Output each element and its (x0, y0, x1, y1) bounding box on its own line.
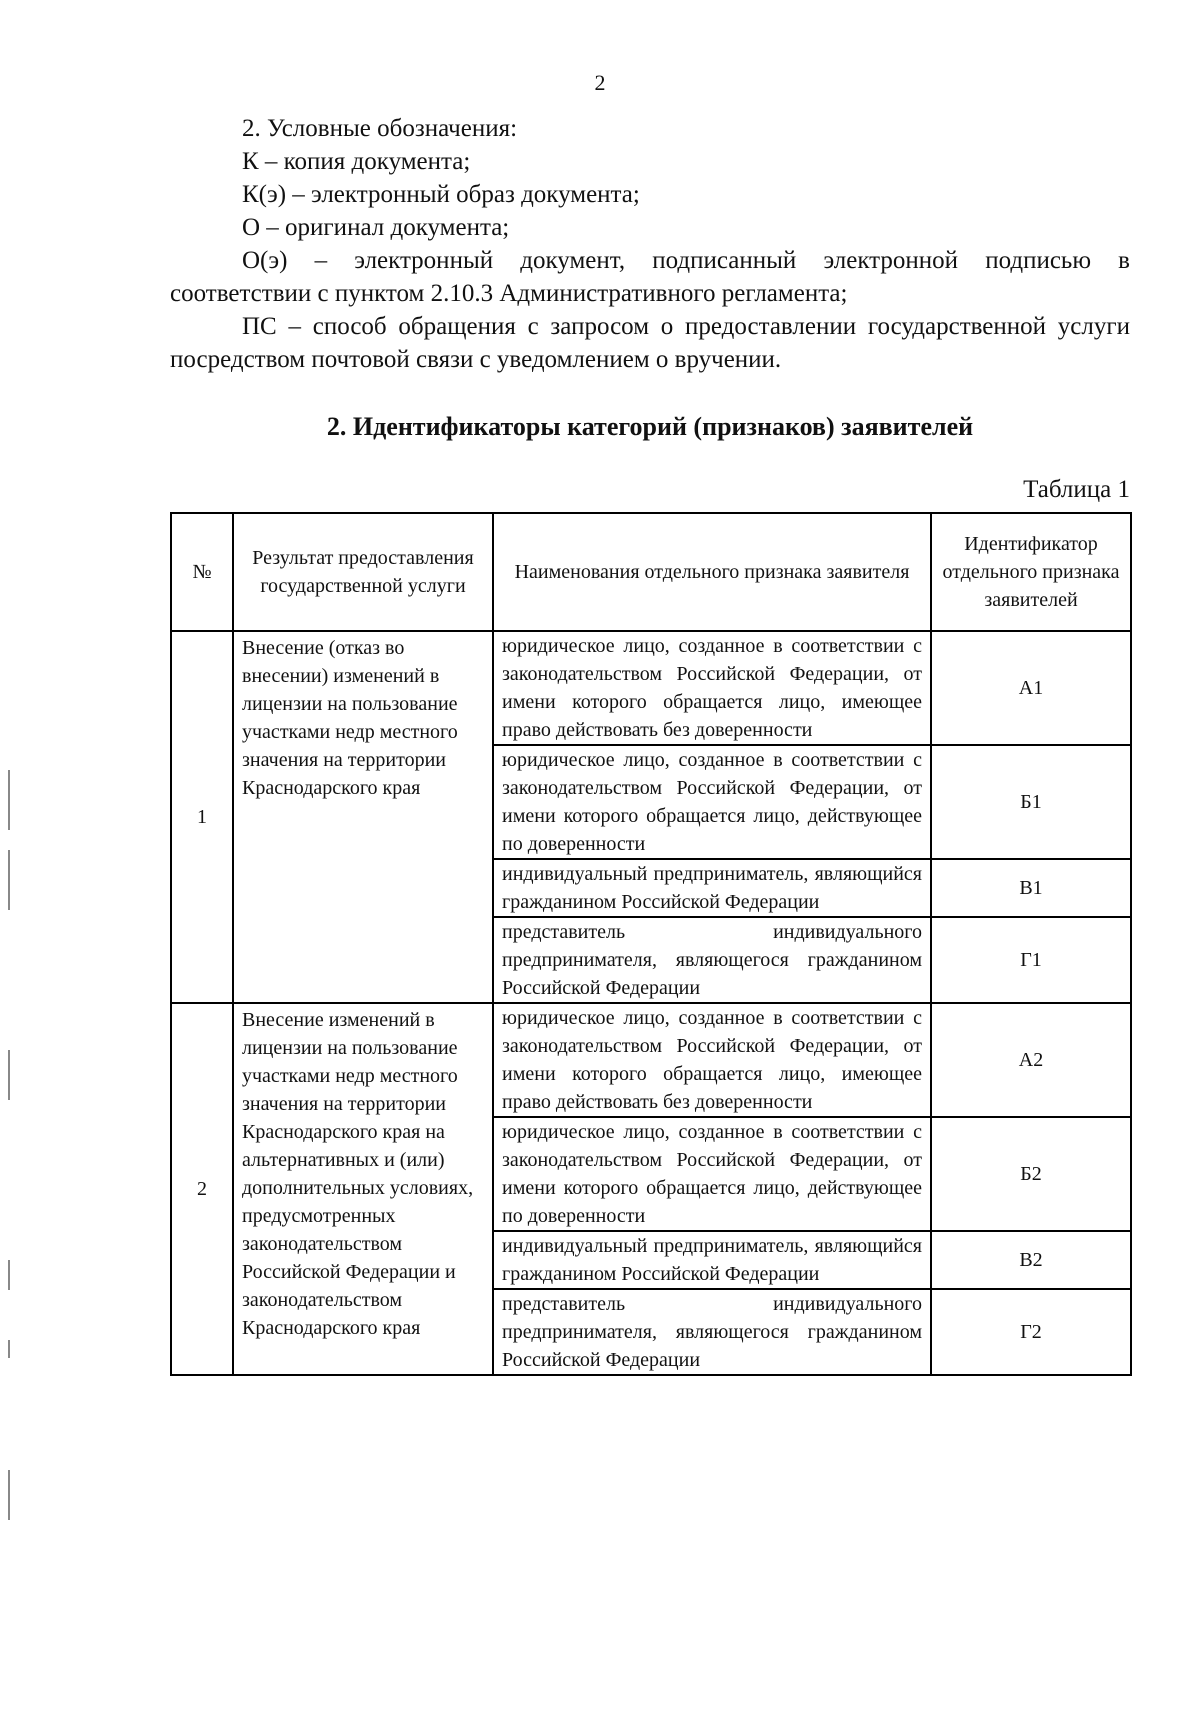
legend-heading: 2. Условные обозначения: (242, 115, 518, 142)
scan-mark (8, 1260, 10, 1290)
scan-mark (8, 1340, 10, 1358)
scan-mark (8, 1470, 10, 1520)
feature-cell: индивидуальный предприниматель, являющийся гражданином Российской Федерации (493, 1231, 931, 1289)
legend-item: К(э) – электронный образ документа; (242, 181, 640, 208)
header-result: Результат предоставления государственной услуги (233, 513, 493, 631)
feature-cell: юридическое лицо, созданное в соответствии с законодательством Российской Федерации, от имени которого обращается лицо, имеющее право действовать без доверенности (493, 631, 931, 745)
header-feature: Наименования отдельного признака заявителя (493, 513, 931, 631)
identifiers-table (170, 512, 1132, 1376)
row-number: 1 (171, 631, 233, 1003)
table-header-row (171, 513, 1131, 631)
identifier-cell: А2 (931, 1003, 1131, 1117)
legend-item-oe: О(э) – электронный документ, подписанный электронной подписью в соответствии с пунктом 2.10.3 Административного регламента; (170, 247, 1130, 307)
result-cell: Внесение изменений в лицензии на пользование участками недр местного значения на территории Краснодарского края на альтернативных и (или) дополнительных условиях, предусмотренных законодательством Российской Федерации и законодательством Краснодарского края (233, 1003, 493, 1375)
feature-cell: юридическое лицо, созданное в соответствии с законодательством Российской Федерации, от имени которого обращается лицо, действующее по доверенности (493, 1117, 931, 1231)
scan-mark (8, 850, 10, 910)
header-num: № (171, 513, 233, 631)
feature-cell: юридическое лицо, созданное в соответствии с законодательством Российской Федерации, от имени которого обращается лицо, действующее по доверенности (493, 745, 931, 859)
legend-item: К – копия документа; (242, 148, 471, 175)
table-row (171, 631, 1131, 745)
row-number: 2 (171, 1003, 233, 1375)
identifier-cell: А1 (931, 631, 1131, 745)
feature-cell: представитель индивидуального предпринимателя, являющегося гражданином Российской Федерации (493, 917, 931, 1003)
identifier-cell: Г1 (931, 917, 1131, 1003)
identifier-cell: Б2 (931, 1117, 1131, 1231)
scan-mark (8, 770, 10, 830)
identifier-cell: Б1 (931, 745, 1131, 859)
legend-item-ps: ПС – способ обращения с запросом о предоставлении государственной услуги посредством почтовой связи с уведомлением о вручении. (170, 313, 1130, 373)
table-caption: Таблица 1 (1023, 476, 1130, 503)
scan-mark (8, 1050, 10, 1100)
result-cell: Внесение (отказ во внесении) изменений в лицензии на пользование участками недр местного значения на территории Краснодарского края (233, 631, 493, 1003)
legend-item: О – оригинал документа; (242, 214, 510, 241)
section-title: 2. Идентификаторы категорий (признаков) заявителей (326, 412, 974, 441)
feature-cell: представитель индивидуального предпринимателя, являющегося гражданином Российской Федерации (493, 1289, 931, 1375)
identifier-cell: Г2 (931, 1289, 1131, 1375)
identifier-cell: В2 (931, 1231, 1131, 1289)
legend-section (170, 112, 1130, 376)
page-number: 2 (594, 70, 606, 95)
header-identifier: Идентификатор отдельного признака заявителей (931, 513, 1131, 631)
identifier-cell: В1 (931, 859, 1131, 917)
table-row (171, 1003, 1131, 1117)
feature-cell: индивидуальный предприниматель, являющийся гражданином Российской Федерации (493, 859, 931, 917)
feature-cell: юридическое лицо, созданное в соответствии с законодательством Российской Федерации, от имени которого обращается лицо, имеющее право действовать без доверенности (493, 1003, 931, 1117)
